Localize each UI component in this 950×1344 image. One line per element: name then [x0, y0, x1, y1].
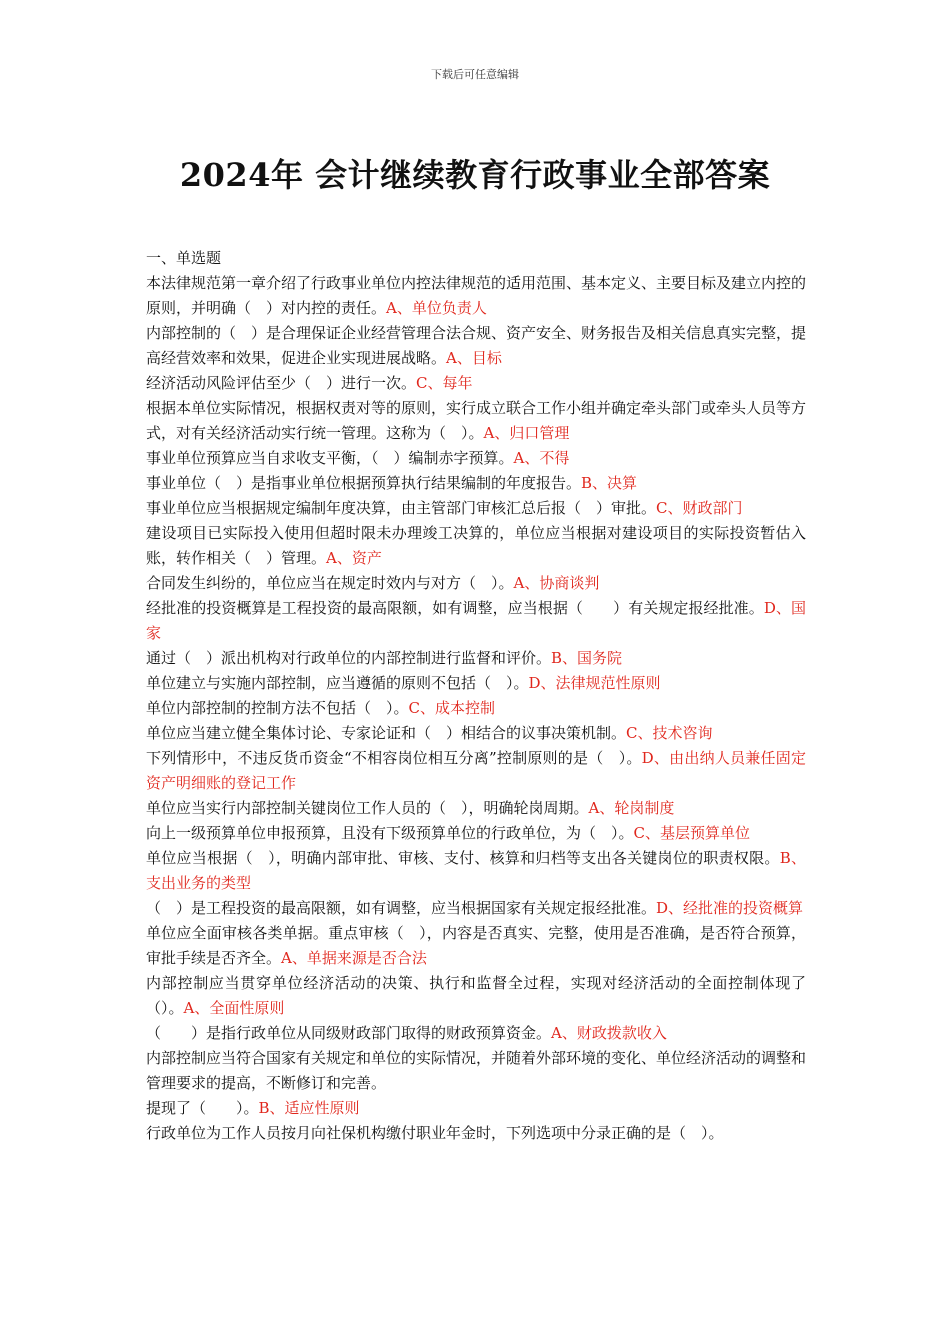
- question-text: 内部控制的（ ）是合理保证企业经营管理合法合规、资产安全、财务报告及相关信息真实完整，提高经营效率和效果，促进企业实现进展战略。: [146, 324, 807, 367]
- question-item: [146, 521, 806, 571]
- answer-text: D、国家: [146, 599, 806, 642]
- question-item: [146, 446, 806, 471]
- question-text: 下列情形中，不违反货币资金“不相容岗位相互分离”控制原则的是（ ）。: [146, 749, 642, 767]
- answer-text: C、技术咨询: [626, 724, 713, 742]
- section-heading: 一、单选题: [146, 249, 222, 267]
- question-text: 经批准的投资概算是工程投资的最高限额，如有调整，应当根据（ ）有关规定报经批准。: [146, 599, 764, 617]
- question-text: 通过（ ）派出机构对行政单位的内部控制进行监督和评价。: [146, 649, 552, 667]
- document-body: [146, 246, 806, 1146]
- page-header: 下载后可任意编辑: [431, 68, 519, 81]
- question-item: [146, 321, 806, 371]
- question-item: [146, 596, 806, 646]
- question-text: 事业单位应当根据规定编制年度决算，由主管部门审核汇总后报（ ）审批。: [146, 499, 657, 517]
- answer-text: A、财政拨款收入: [551, 1024, 667, 1042]
- question-text: 根据本单位实际情况，根据权责对等的原则，实行成立联合工作小组并确定牵头部门或牵头人员等方式，对有关经济活动实行统一管理。这称为（ ）。: [146, 399, 807, 442]
- question-item: [146, 921, 806, 971]
- answer-text: A、目标: [446, 349, 502, 367]
- question-item: [146, 1021, 806, 1046]
- question-item: [146, 971, 806, 1021]
- question-item: [146, 1046, 806, 1096]
- question-item: [146, 671, 806, 696]
- answer-text: A、单位负责人: [386, 299, 487, 317]
- question-item: [146, 746, 806, 796]
- question-item: [146, 571, 806, 596]
- answer-text: B、决算: [581, 474, 638, 492]
- question-item: [146, 721, 806, 746]
- document-title: 2024年 会计继续教育行政事业全部答案: [179, 156, 771, 194]
- question-item: [146, 1096, 806, 1121]
- question-text: （ ）是工程投资的最高限额，如有调整，应当根据国家有关规定报经批准。: [146, 899, 657, 917]
- question-text: 单位应当根据（ ），明确内部审批、审核、支付、核算和归档等支出各关键岗位的职责权限。: [146, 849, 780, 867]
- question-text: 单位应全面审核各类单据。重点审核（ ），内容是否真实、完整，使用是否准确，是否符合预算，审批手续是否齐全。: [146, 924, 806, 967]
- question-item: [146, 696, 806, 721]
- question-item: [146, 896, 806, 921]
- question-text: 单位内部控制的控制方法不包括（ ）。: [146, 699, 409, 717]
- answer-text: C、每年: [416, 374, 473, 392]
- question-item: [146, 496, 806, 521]
- question-item: [146, 646, 806, 671]
- answer-text: A、协商谈判: [513, 574, 600, 592]
- question-text: 事业单位预算应当自求收支平衡，（ ）编制赤字预算。: [146, 449, 514, 467]
- question-text: 合同发生纠纷的，单位应当在规定时效内与对方（ ）。: [146, 574, 514, 592]
- answer-text: D、由出纳人员兼任固定资产明细账的登记工作: [146, 749, 807, 792]
- question-text: 经济活动风险评估至少（ ）进行一次。: [146, 374, 417, 392]
- answer-text: B、国务院: [551, 649, 623, 667]
- question-item: [146, 796, 806, 821]
- answer-text: A、全面性原则: [183, 999, 285, 1017]
- answer-text: C、成本控制: [408, 699, 495, 717]
- question-item: [146, 1121, 806, 1146]
- answer-text: D、法律规范性原则: [528, 674, 661, 692]
- question-list: [146, 271, 806, 1146]
- question-text: 单位应当建立健全集体讨论、专家论证和（ ）相结合的议事决策机制。: [146, 724, 627, 742]
- answer-text: A、单据来源是否合法: [281, 949, 427, 967]
- question-item: [146, 371, 806, 396]
- answer-text: A、资产: [326, 549, 382, 567]
- answer-text: A、轮岗制度: [588, 799, 675, 817]
- question-text: 行政单位为工作人员按月向社保机构缴付职业年金时，下列选项中分录正确的是（ ）。: [146, 1124, 724, 1142]
- question-item: [146, 846, 806, 896]
- answer-text: D、经批准的投资概算: [656, 899, 804, 917]
- question-text: 单位应当实行内部控制关键岗位工作人员的（ ），明确轮岗周期。: [146, 799, 589, 817]
- question-text: 事业单位（ ）是指事业单位根据预算执行结果编制的年度报告。: [146, 474, 582, 492]
- question-text: 建设项目已实际投入使用但超时限未办理竣工决算的，单位应当根据对建设项目的实际投资暂估入账，转作相关（ ）管理。: [146, 524, 806, 567]
- question-text: 单位建立与实施内部控制，应当遵循的原则不包括（ ）。: [146, 674, 529, 692]
- question-item: [146, 396, 806, 446]
- question-item: [146, 471, 806, 496]
- question-text: 提现了（ ）。: [146, 1099, 259, 1117]
- question-text: 向上一级预算单位申报预算，且没有下级预算单位的行政单位，为（ ）。: [146, 824, 634, 842]
- answer-text: C、财政部门: [656, 499, 743, 517]
- question-text: （ ）是指行政单位从同级财政部门取得的财政预算资金。: [146, 1024, 552, 1042]
- answer-text: A、归口管理: [483, 424, 570, 442]
- answer-text: B、支出业务的类型: [146, 849, 806, 892]
- question-item: [146, 821, 806, 846]
- answer-text: B、适应性原则: [258, 1099, 360, 1117]
- answer-text: A、不得: [513, 449, 570, 467]
- question-text: 内部控制应当符合国家有关规定和单位的实际情况，并随着外部环境的变化、单位经济活动的调整和管理要求的提高，不断修订和完善。: [146, 1049, 807, 1092]
- question-item: [146, 271, 806, 321]
- question-text: 内部控制应当贯穿单位经济活动的决策、执行和监督全过程，实现对经济活动的全面控制体现了（）。: [146, 974, 806, 1017]
- answer-text: C、基层预算单位: [633, 824, 750, 842]
- question-text: 本法律规范第一章介绍了行政事业单位内控法律规范的适用范围、基本定义、主要目标及建立内控的原则，并明确（ ）对内控的责任。: [146, 274, 807, 317]
